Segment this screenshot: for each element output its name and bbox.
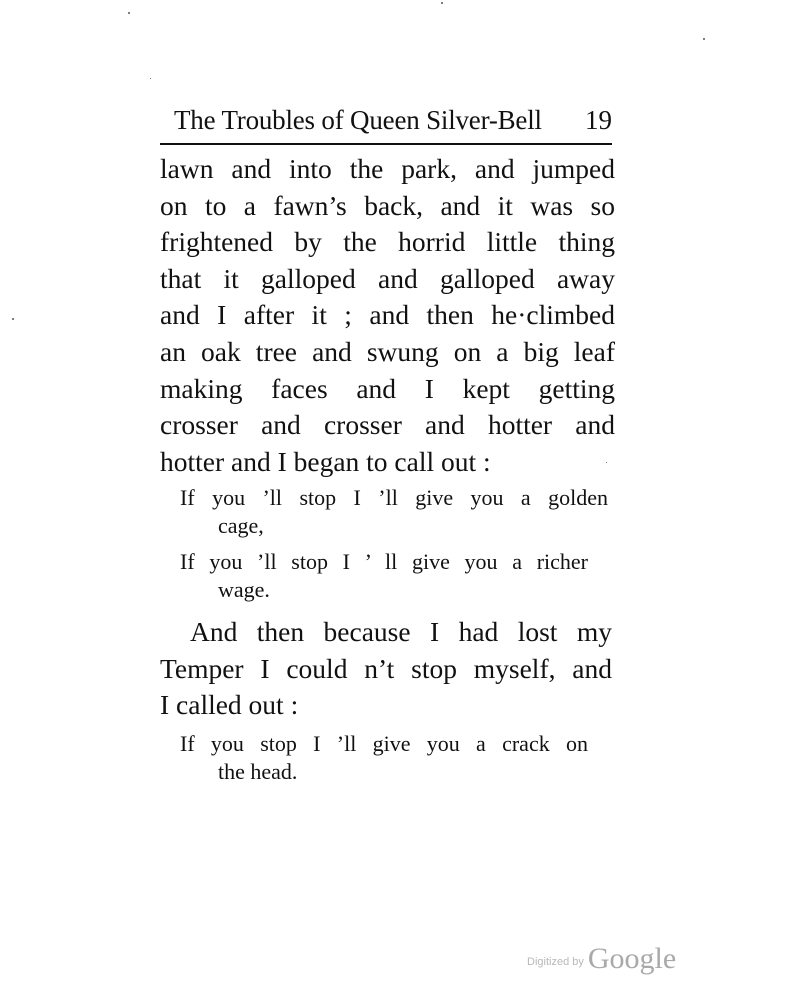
text-line: crosser and crosser and hotter and	[160, 409, 615, 441]
scan-speck	[12, 318, 14, 320]
running-title: The Troubles of Queen Silver-Bell	[174, 105, 542, 135]
verse-line: If you stop I ’ll give you a crack on	[180, 731, 588, 756]
paragraph-2	[160, 614, 612, 724]
verse-line: cage,	[218, 513, 264, 538]
verse-line: the head.	[218, 759, 298, 784]
scan-speck	[128, 12, 130, 14]
verse-line: If you ’ll stop I ’ll give you a golden	[180, 485, 608, 510]
text-line: And then because I had lost my	[190, 616, 612, 647]
verse-1	[180, 484, 608, 604]
text-line: and I after it ; and then he·climbed	[160, 299, 615, 331]
scan-speck	[703, 38, 705, 40]
text-line: hotter and I began to call out :	[160, 445, 491, 477]
text-line: that it galloped and galloped away	[160, 262, 615, 294]
text-line: an oak tree and swung on a big leaf	[160, 335, 615, 367]
text-line: Temper I could n’t stop myself, and	[160, 652, 612, 684]
paragraph-1	[160, 151, 615, 480]
verse-2	[180, 730, 588, 786]
google-logo: Google	[587, 942, 677, 975]
text-line: frightened by the horrid little thing	[160, 226, 615, 258]
text-line: making faces and I kept getting	[160, 372, 615, 404]
digitized-watermark	[527, 942, 676, 976]
text-line: lawn and into the park, and jumped	[160, 153, 615, 184]
running-head	[160, 103, 612, 145]
scan-speck	[441, 2, 443, 4]
text-line: on to a fawn’s back, and it was so	[160, 189, 615, 221]
page-number: 19	[585, 105, 612, 135]
watermark-prefix: Digitized by	[527, 956, 584, 968]
verse-line: wage.	[218, 577, 270, 602]
text-line: I called out :	[160, 689, 299, 721]
scan-speck	[150, 78, 151, 79]
verse-line: If you ’ll stop I ’ ll give you a richer	[180, 549, 588, 574]
